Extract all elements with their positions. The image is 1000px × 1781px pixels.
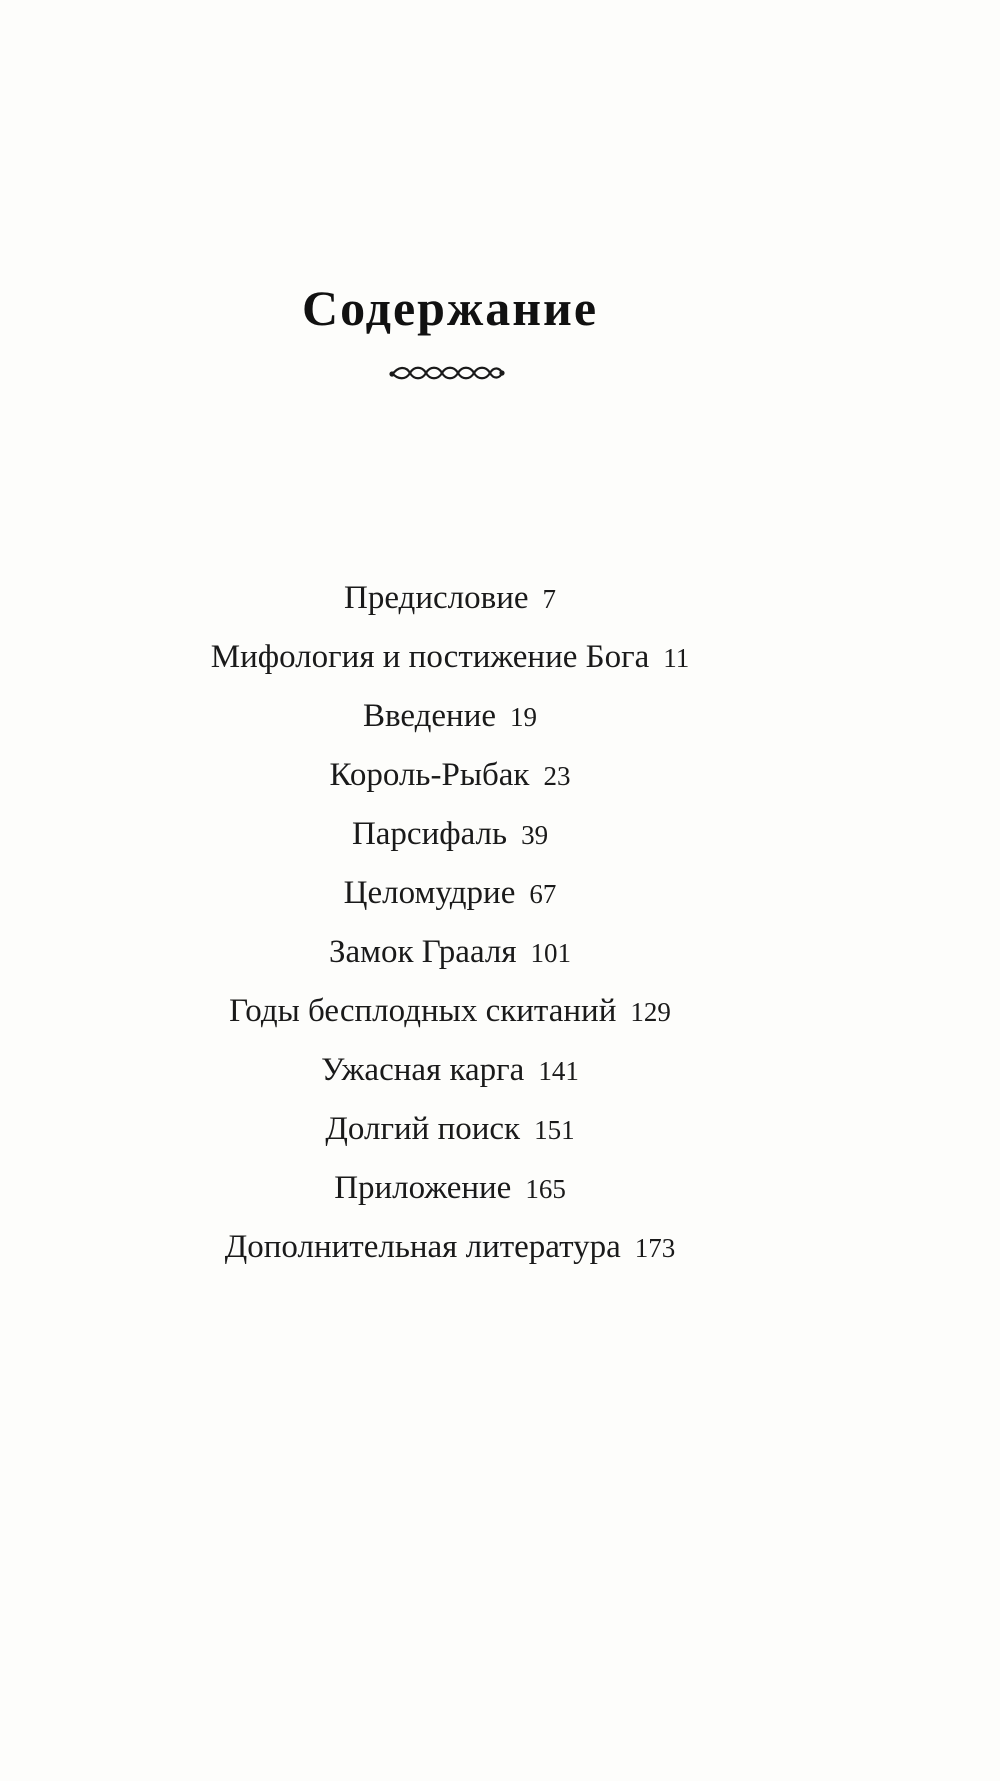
toc-entry-page-number: 7 [542, 584, 556, 614]
toc-entry [0, 1222, 900, 1281]
toc-entry-page-number: 19 [510, 702, 537, 732]
toc-entry [0, 750, 900, 809]
page-title: Содержание [301, 280, 599, 336]
toc-entry-page-number: 39 [521, 820, 549, 850]
toc-entry [0, 691, 900, 750]
toc-entry-title: Парсифаль [351, 816, 508, 852]
toc-entry-page-number: 173 [634, 1233, 676, 1263]
toc-entry-title: Замок Грааля [328, 934, 517, 970]
toc-entry-page-number: 23 [543, 761, 571, 791]
toc-entry [0, 1045, 900, 1104]
toc-entry-title: Дополнительная литература [224, 1229, 621, 1265]
toc-entry-title: Король-Рыбак [329, 757, 530, 793]
toc-entry-title: Мифология и постижение Бога [210, 639, 650, 675]
toc-entry-title: Введение [362, 698, 496, 734]
toc-entry-page-number: 141 [538, 1056, 579, 1086]
toc-entry-page-number: 129 [630, 997, 671, 1027]
toc-entry-title: Приложение [334, 1170, 512, 1206]
toc-entry [0, 632, 900, 691]
toc-entry-page-number: 67 [529, 879, 557, 909]
toc-entry-page-number: 101 [530, 938, 572, 968]
toc-entry-title: Долгий поиск [325, 1111, 521, 1147]
toc-entry-page-number: 11 [663, 643, 690, 673]
toc-entry [0, 809, 900, 868]
toc-entry-page-number: 165 [525, 1174, 566, 1204]
toc-entry [0, 986, 900, 1045]
toc-entry-page-number: 151 [534, 1115, 575, 1145]
toc-entry [0, 927, 900, 986]
toc-entry-title: Ужасная карга [321, 1052, 525, 1088]
toc-entry-title: Целомудрие [343, 875, 516, 911]
toc-entry [0, 1163, 900, 1222]
toc-entry [0, 868, 900, 927]
toc-entry [0, 1104, 900, 1163]
decorative-flourish-icon [388, 362, 506, 384]
toc-entry-title: Годы бесплодных скитаний [229, 993, 617, 1029]
table-of-contents [0, 573, 900, 1281]
toc-entry-title: Предисловие [344, 580, 529, 616]
toc-entry [0, 573, 900, 632]
